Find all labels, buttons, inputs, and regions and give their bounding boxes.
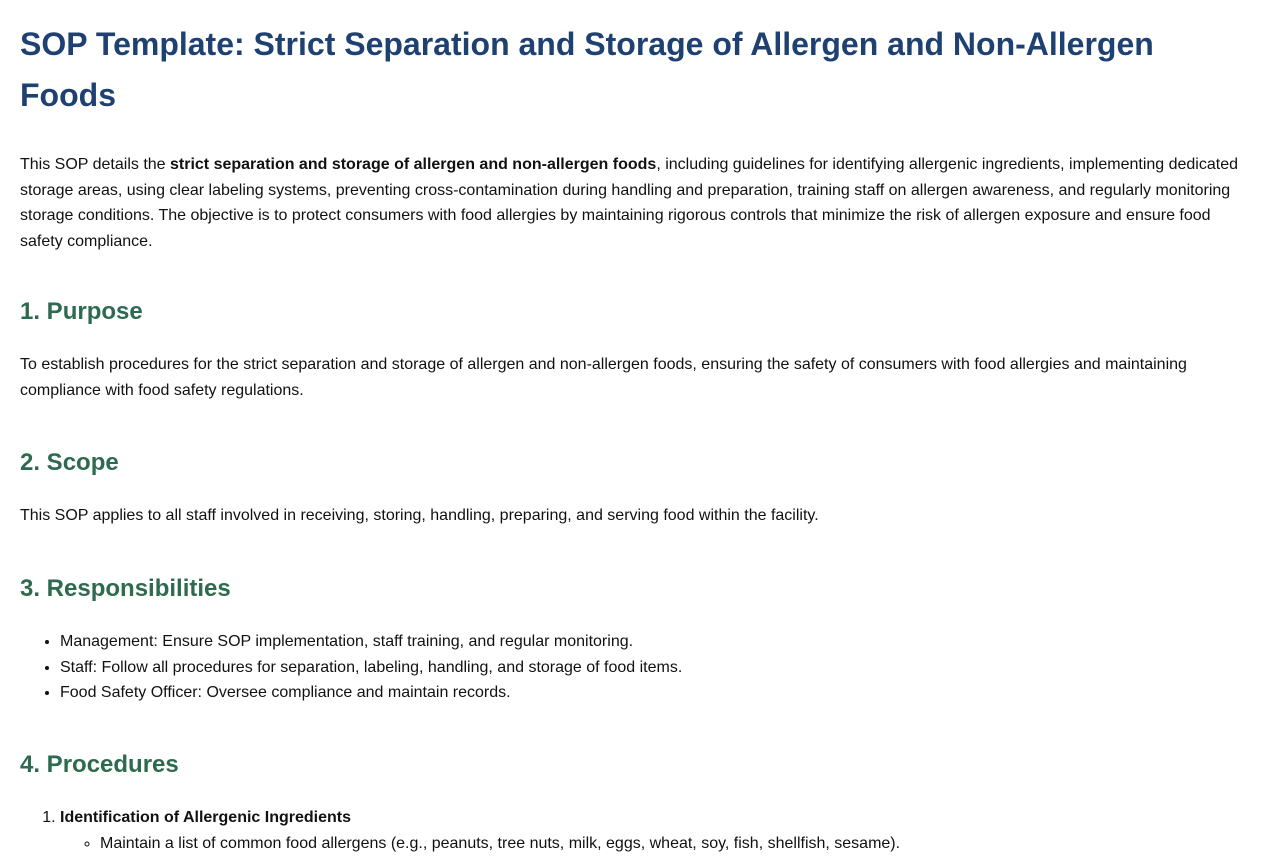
responsibility-item: • Management: Ensure SOP implementation, staff training, and regular monitoring.	[60, 629, 1243, 655]
purpose-heading: 1. Purpose	[20, 297, 143, 325]
procedures-list	[20, 805, 1243, 856]
purpose-text: To establish procedures for the strict separation and storage of allergen and non-allergen foods, ensuring the safety of consumers with food allergies and maintaining compliance with food safety regulations.	[20, 355, 1187, 399]
responsibilities-heading: 3. Responsibilities	[20, 574, 231, 602]
scope-text: This SOP applies to all staff involved in receiving, storing, handling, preparing, and serving food within the facility.	[20, 507, 819, 525]
intro-paragraph	[20, 152, 1243, 255]
responsibilities-list	[20, 629, 1243, 706]
procedure-step-title: Identification of Allergenic Ingredients	[60, 809, 351, 827]
procedure-step	[60, 805, 1243, 856]
procedure-substeps	[60, 831, 1243, 856]
intro-emphasis: strict separation and storage of allergen and non-allergen foods	[170, 156, 657, 173]
intro-text-end: , including guidelines for identifying allergenic ingredients, implementing dedicated storage areas, using clear labeling systems, preventing cross-contamination during handling and preparation, training staff on allergen awareness, and regularly monitoring storage conditions. The objective is to protect consumers with food allergies by maintaining rigorous controls that minimize the risk of allergen exposure and ensure food safety compliance.	[20, 156, 1238, 251]
procedures-heading: 4. Procedures	[20, 751, 179, 779]
responsibility-item: • Staff: Follow all procedures for separation, labeling, handling, and storage of food items.	[60, 655, 1243, 681]
document-title: SOP Template: Strict Separation and Storage of Allergen and Non-Allergen Foods	[20, 26, 1154, 113]
responsibility-item: • Food Safety Officer: Oversee compliance and maintain records.	[60, 680, 1243, 706]
procedure-substep: ◦ Maintain a list of common food allergens (e.g., peanuts, tree nuts, milk, eggs, wheat, soy, fish, shellfish, sesame).	[100, 831, 1243, 856]
intro-text-start: This SOP details the	[20, 156, 170, 173]
scope-heading: 2. Scope	[20, 449, 119, 477]
